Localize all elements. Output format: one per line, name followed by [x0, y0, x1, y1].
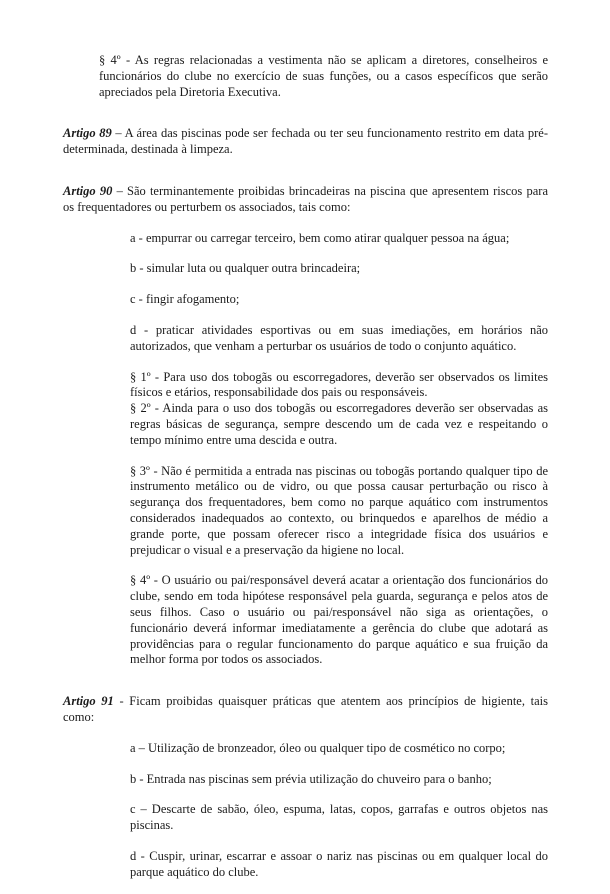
- article-paragraph-text: – São terminantemente proibidas brincadeiras na piscina que apresentem riscos para os frequentadores ou perturbem os associados, tais como:: [63, 183, 548, 214]
- list-item-text: d - praticar atividades esportivas ou em suas imediações, em horários não autorizados, que venham a perturbar os usuários de todo o conjunto aquático.: [130, 322, 548, 353]
- article-paragraph-text: - Ficam proibidas quaisquer práticas que atentem aos princípios de higiente, tais como:: [63, 694, 548, 724]
- document-body: [63, 53, 548, 880]
- list-item: [130, 849, 548, 881]
- article-paragraph: [63, 126, 548, 158]
- list-item-text: a – Utilização de bronzeador, óleo ou qualquer tipo de cosmético no corpo;: [130, 740, 506, 755]
- article-number: Artigo 89: [63, 126, 112, 141]
- list-item: [130, 261, 548, 277]
- list-item-text: d - Cuspir, urinar, escarrar e assoar o nariz nas piscinas ou em qualquer local do parque aquático do clube.: [130, 848, 548, 879]
- list-item: [130, 323, 548, 355]
- section-paragraph-text: § 3º - Não é permitida a entrada nas piscinas ou tobogãs portando qualquer tipo de instrumento metálico ou de vidro, ou que possa causar perturbação ou risco à segurança dos frequentadores, bem como no parque aquático com instrumentos considerados inadequados ao contexto, ou brinquedos e aparelhos de médio a grande porte, que possam oferecer risco a integridade física dos usuários e prejudicar o visual e a preservação da higiene no local.: [130, 463, 548, 557]
- list-item-text: b - Entrada nas piscinas sem prévia utilização do chuveiro para o banho;: [130, 771, 492, 786]
- list-item-text: a - empurrar ou carregar terceiro, bem como atirar qualquer pessoa na água;: [130, 230, 510, 245]
- section-paragraph: [99, 53, 548, 100]
- article-paragraph: [63, 694, 548, 726]
- section-paragraph-text: § 2º - Ainda para o uso dos tobogãs ou escorregadores deverão ser observadas as regras básicas de segurança, sempre descendo um de cada vez e respeitando o tempo mínimo entre uma descida e outra.: [130, 401, 548, 447]
- article-number: Artigo 91: [63, 694, 114, 709]
- list-item: [130, 772, 548, 788]
- article-paragraph: [63, 184, 548, 216]
- list-item-text: c - fingir afogamento;: [130, 292, 240, 307]
- article-number: Artigo 90: [63, 183, 113, 198]
- list-item: [130, 292, 548, 308]
- article-paragraph-text: – A área das piscinas pode ser fechada ou ter seu funcionamento restrito em data pré-determinada, destinada à limpeza.: [63, 126, 549, 157]
- section-paragraph-text: § 4º - As regras relacionadas a vestimenta não se aplicam a diretores, conselheiros e funcionários do clube no exercício de suas funções, ou a casos específicos que serão apreciados pela Diretoria Executiva.: [99, 53, 548, 99]
- list-item: [130, 741, 548, 757]
- section-paragraph: [130, 401, 548, 448]
- list-item: [130, 802, 548, 834]
- list-item-text: c – Descarte de sabão, óleo, espuma, latas, copos, garrafas e outros objetos nas piscinas.: [130, 802, 548, 833]
- list-item-text: b - simular luta ou qualquer outra brincadeira;: [130, 261, 361, 276]
- section-paragraph: [130, 370, 548, 402]
- section-paragraph-text: § 4º - O usuário ou pai/responsável deverá acatar a orientação dos funcionários do clube, sendo em toda hipótese responsável pela guarda, segurança e pelos atos de seus filhos. Caso o usuário ou pai/responsável não siga as orientações, o funcionário deverá informar imediatamente a gerência do clube que adotará as providências para o regular funcionamento do parque aquático e sua fruição da melhor forma por todos os associados.: [130, 573, 548, 667]
- section-paragraph: [130, 573, 548, 668]
- section-paragraph: [130, 464, 548, 559]
- section-paragraph-text: § 1º - Para uso dos tobogãs ou escorregadores, deverão ser observados os limites físicos e etários, responsabilidade dos pais ou responsáveis.: [130, 369, 548, 400]
- list-item: [130, 231, 548, 247]
